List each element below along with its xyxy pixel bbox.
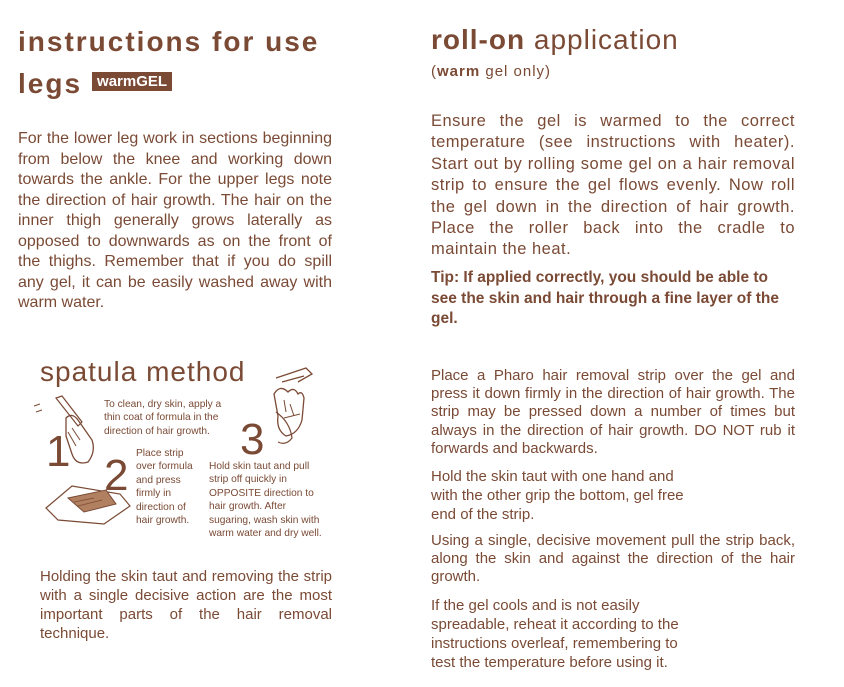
roll-on-title-bold: roll-on bbox=[431, 24, 526, 55]
roll-on-title-light: application bbox=[533, 24, 679, 55]
closing-paragraph: Holding the skin taut and removing the strip with a single decisive action are the most important parts of the hair removal technique. bbox=[40, 568, 332, 642]
step-1-number: 1 bbox=[46, 427, 71, 476]
subtitle-open: ( bbox=[431, 63, 437, 80]
section-title-legs bbox=[18, 68, 172, 100]
step-2-text: Place strip over formula and press firmly in direction of hair growth. bbox=[136, 448, 193, 527]
roll-on-subtitle bbox=[431, 63, 551, 80]
roll-on-title bbox=[431, 24, 679, 56]
strip-paragraph-4: If the gel cools and is not easily spreadable, reheat it according to the instructions overleaf, remembering to test the temperature before using it. bbox=[431, 597, 679, 671]
tip-text: Tip: If applied correctly, you should be able to see the skin and hair through a fine layer of the gel. bbox=[431, 269, 779, 327]
strip-paragraph-3: Using a single, decisive movement pull the strip back, along the skin and against the direction of the hair growth. bbox=[431, 532, 795, 586]
spatula-method-title: spatula method bbox=[40, 356, 246, 387]
badge-bold-text: GEL bbox=[136, 73, 168, 91]
badge-thin-text: warm bbox=[97, 73, 137, 91]
warm-gel-badge bbox=[92, 72, 172, 91]
step-3-text: Hold skin taut and pull strip off quickly in OPPOSITE direction to hair growth. After sugaring, wash skin with warm water and dry well. bbox=[209, 461, 322, 540]
legs-heading: legs bbox=[18, 68, 83, 99]
strip-paragraph-2: Hold the skin taut with one hand and with the other grip the bottom, gel free end of the strip. bbox=[431, 468, 684, 523]
subtitle-bold: warm bbox=[437, 63, 481, 80]
step-2-number: 2 bbox=[104, 451, 129, 500]
subtitle-rest: gel only) bbox=[480, 63, 552, 80]
step-1-text: To clean, dry skin, apply a thin coat of formula in the direction of hair growth. bbox=[104, 399, 222, 437]
strip-paragraph-1: Place a Pharo hair removal strip over the gel and press it down firmly in the direction of hair growth. The strip may be pressed down a number of times but always in the direction of hair growth. DO NOT rub it forwards and backwards. bbox=[431, 367, 795, 457]
step-3-number: 3 bbox=[240, 415, 265, 464]
pull-strip-icon bbox=[270, 408, 310, 448]
page-title: instructions for use bbox=[18, 26, 320, 57]
legs-intro-paragraph: For the lower leg work in sections beginning from below the knee and working down towards the ankle. For the upper legs note the direction of hair growth. The hair on the inner thigh generally grows laterally as opposed to downwards as on the front of the thighs. Remember that if you do spill any gel, it can be easily washed away with warm water. bbox=[18, 130, 332, 311]
roll-on-intro-paragraph: Ensure the gel is warmed to the correct temperature (see instructions with heater). Start out by rolling some gel on a hair removal strip to ensure the gel flows evenly. Now roll the gel down in the direction of hair growth. Place the roller back into the cradle to maintain the heat. bbox=[431, 112, 795, 259]
